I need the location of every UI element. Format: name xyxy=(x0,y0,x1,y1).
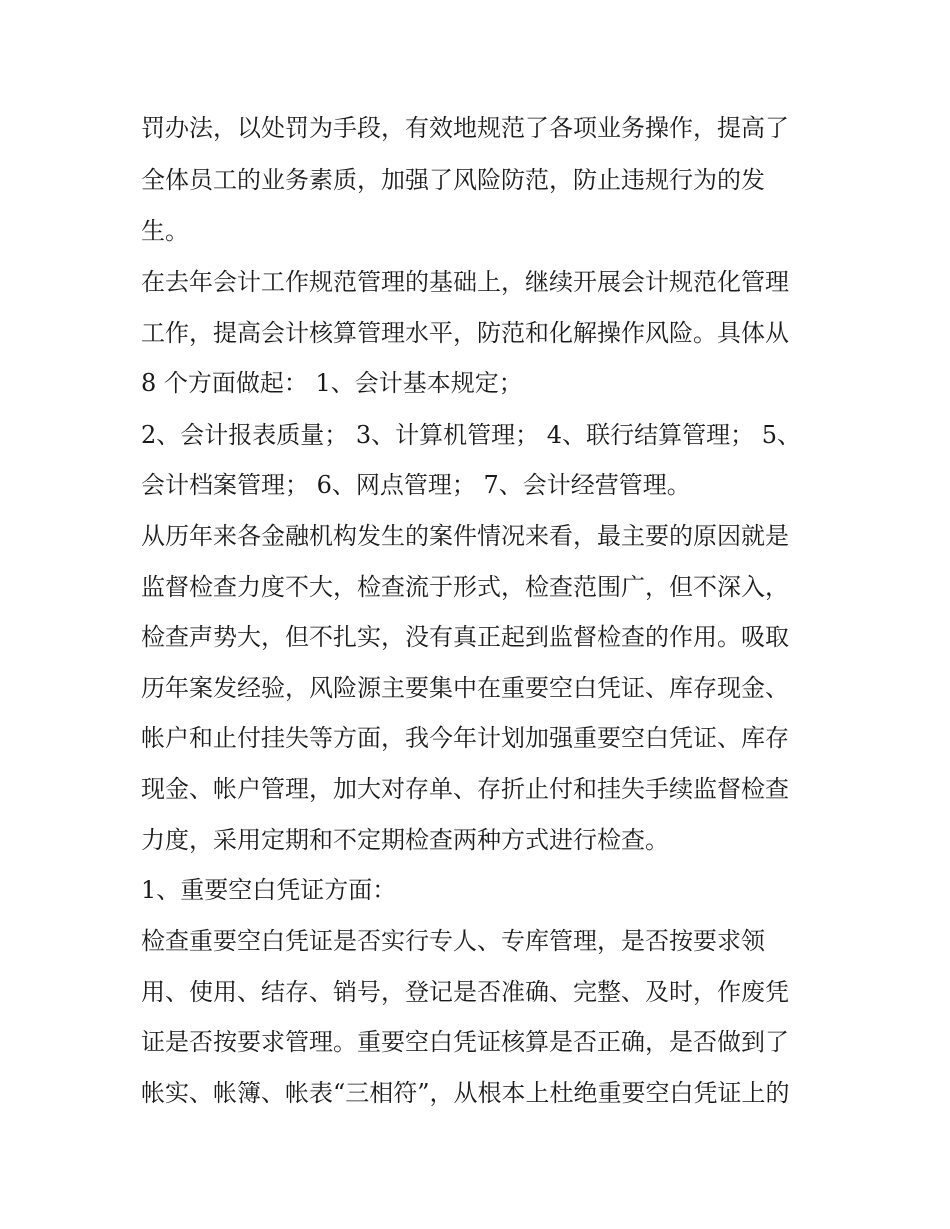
text-line-6: 8 个方面做起： 1、会计基本规定； xyxy=(141,369,523,397)
text-line-4: 在去年会计工作规范管理的基础上，继续开展会计规范化管理 xyxy=(141,268,789,296)
text-line-20: 帐实、帐簿、帐表“三相符”，从根本上杜绝重要空白凭证上的 xyxy=(141,1079,790,1107)
text-line-19: 证是否按要求管理。重要空白凭证核算是否正确，是否做到了 xyxy=(141,1028,789,1056)
text-line-11: 检查声势大，但不扎实，没有真正起到监督检查的作用。吸取 xyxy=(141,623,789,651)
text-line-12: 历年案发经验，风险源主要集中在重要空白凭证、库存现金、 xyxy=(141,674,789,702)
text-line-13: 帐户和止付挂失等方面，我今年计划加强重要空白凭证、库存 xyxy=(141,724,789,752)
text-line-3: 生。 xyxy=(141,217,189,245)
text-line-17: 检查重要空白凭证是否实行专人、专库管理，是否按要求领 xyxy=(141,927,765,955)
text-line-15: 力度，采用定期和不定期检查两种方式进行检查。 xyxy=(141,826,669,854)
text-line-10: 监督检查力度不大，检查流于形式，检查范围广，但不深入， xyxy=(141,573,789,601)
text-line-5: 工作，提高会计核算管理水平，防范和化解操作风险。具体从 xyxy=(141,319,789,347)
text-line-7: 2、会计报表质量； 3、计算机管理； 4、联行结算管理； 5、 xyxy=(141,421,801,449)
text-line-1: 罚办法，以处罚为手段，有效地规范了各项业务操作，提高了 xyxy=(141,114,789,142)
text-line-2: 全体员工的业务素质，加强了风险防范，防止违规行为的发 xyxy=(141,166,765,194)
text-line-18: 用、使用、结存、销号，登记是否准确、完整、及时，作废凭 xyxy=(141,978,789,1006)
text-line-9: 从历年来各金融机构发生的案件情况来看，最主要的原因就是 xyxy=(141,522,789,550)
text-line-14: 现金、帐户管理，加大对存单、存折止付和挂失手续监督检查 xyxy=(141,775,789,803)
text-line-16: 1、重要空白凭证方面： xyxy=(141,876,397,904)
text-line-8: 会计档案管理； 6、网点管理； 7、会计经营管理。 xyxy=(141,471,691,499)
